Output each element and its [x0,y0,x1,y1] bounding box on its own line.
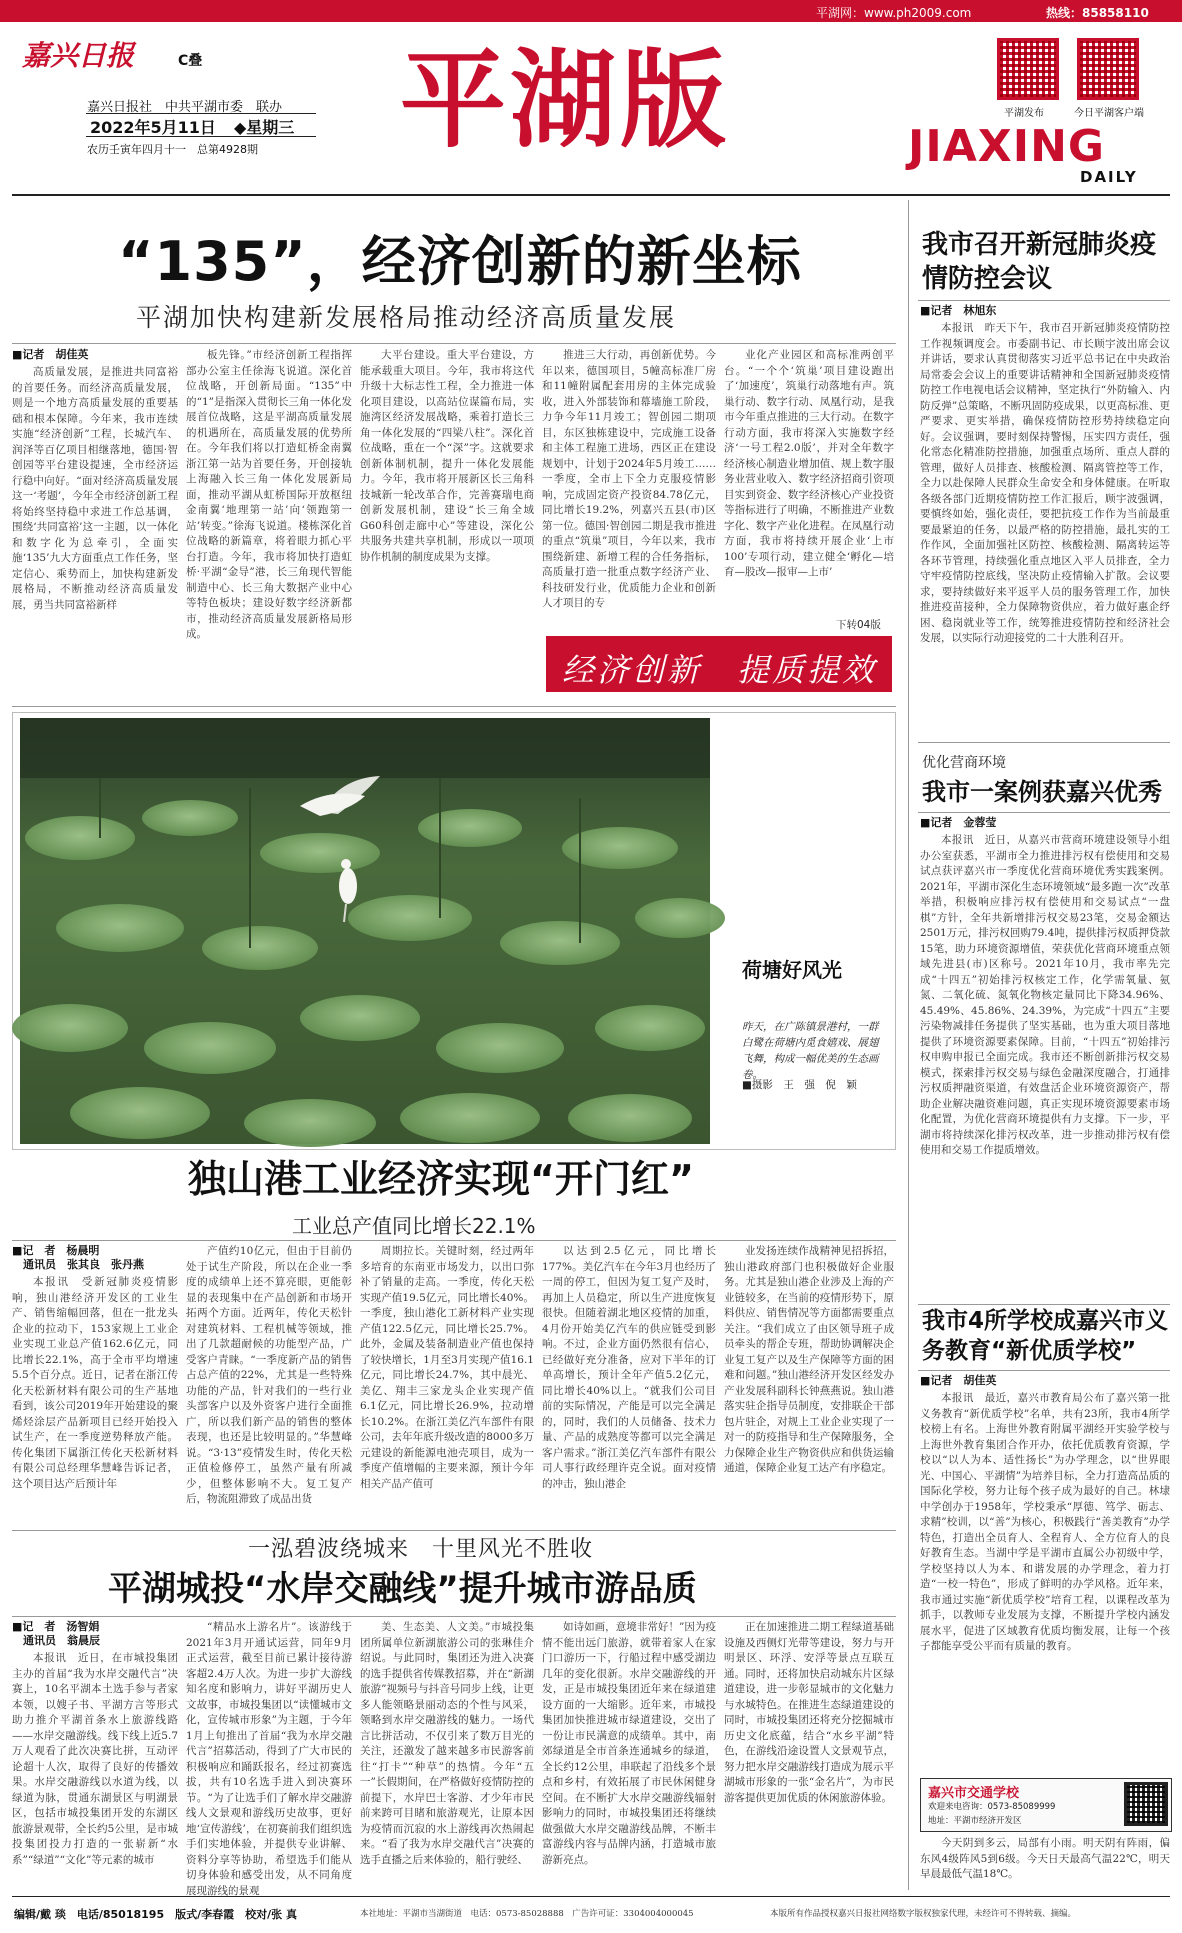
lead-text-1: 高质量发展，是推进共同富裕的首要任务。而经济高质量发展，则是一个地方高质量发展的重要基础和根本保障。今年来，我市连续实施“经济创新”工程，长城汽车、润泽等百亿项目相继落地，德国·智创园等平台建设提速，全市经济运行稳中向好。“面对经济高质量发展这一‘考题’，今年全市经济创新工程将始终坚持稳中求进工作总基调，围绕‘共同富裕’这一主题，以一体化和数字化为总牵引，全面实施‘135’九大方面重点工作任务，坚定信心、乘势而上，加快构建新发展格局，不断推动经济高质量发展，勇当共同富裕新样 [12,366,178,611]
story2-bottom-rule [12,1530,896,1531]
right3-body [920,1374,1170,1774]
qr1-label: 平湖发布 [1004,108,1044,119]
story2-column-3 [360,1244,534,1526]
lotus-pond-photo [20,718,710,1144]
website-url[interactable]: 平湖网：www.ph2009.com [816,6,972,20]
school-advert-line2: 地址：平湖市经济开发区 [928,1816,1022,1826]
story3-rule [12,1616,896,1617]
lead-column-2 [186,348,352,702]
lead-bottom-rule [12,706,896,707]
story3-byline-correspondent: 通讯员 翁晨辰 [12,1634,100,1647]
right3-rule [918,1370,1170,1371]
story3-column-1 [12,1620,178,1890]
story2-text-1: 本报讯 受新冠肺炎疫情影响，独山港经济开发区的工业生产、销售缩幅回落，但在一批龙头企业的拉动下，153家规上工业企业实现工业总产值162.6亿元，同比增长22.1%，高于全市平均增速5.5个百分点。近日，记者在浙江传化天松新材料有限公司的生产基地看到，该公司2019年开始建设的聚烯烃涂层产品新项目已经开始投入试生产，在一季度逆势释放产能。传化集团下属浙江传化天松新材料有限公司总经理华慧峰告诉记者，这个项目达产后预计年 [12,1276,178,1490]
school-advert-line1: 欢迎来电咨询：0573-85089999 [928,1802,1056,1812]
story3-column-5 [724,1620,894,1890]
issue-weekday: ◆星期三 [234,118,295,137]
lead-column-1 [12,348,178,702]
footer-printer: 本社地址：平湖市当湖街道 电话：0573-85028888 广告许可证：3304004000045 [360,1909,694,1919]
right2-headline: 我市一案例获嘉兴优秀 [922,778,1162,806]
daily-wordmark: DAILY [1080,168,1138,186]
lead-text-4: 推进三大行动，再创新优势。今年以来，德国项目，5幢高标准厂房和11幢附属配套用房的主体完成验收，进入外部装饰和幕墙施工阶段，力争今年11月竣工；智创园二期项目，东区独栋建设中，完成施工设备和主体工程施工进场，西区正在建设规划中，计划于2024年5月竣工……一季度，全市上下全力克服疫情影响，完成固定资产投资84.78亿元，同比增长19.2%，列嘉兴五县(市)区第一位。德国·智创园二期是我市推进的重点“筑巢”项目，今年以来，我市围绕新建、新增工程的合任务指标，高质量打造一批重点数字经济产业、科技研发行业，优质能力企业和创新人才项目的专 [542,349,716,609]
photo-caption: 昨天，在广陈镇景港村，一群白鹭在荷塘内觅食嬉戏、展翅飞舞，构成一幅优美的生态画卷。 [742,1021,879,1081]
weather-box [920,1836,1170,1890]
story2-column-2 [186,1244,352,1526]
right1-rule [918,300,1170,301]
story3-text-3: 美、生态美、人文美。”市城投集团所属单位新湖旅游公司的张琳佳介绍说。与此同时，集团还为进入决赛的选手提供省传媒教招募，并在“新湖旅游”视频号与抖音号同步上线，让更多人能领略景丽动态的个性与风采，领略到水岸交融游线的魅力。一场代言比拼活动，不仅引来了数万目光的关注，还激发了越来越多市民游客前往“打卡”“种草”的热情。今年“五一”长假期间，在严格做好疫情防控的前提下，水岸巴士客游、才少年市民前来跨可目睹和旅游观光，让原本因为疫情而沉寂的水上游线再次热闹起来。“看了我为水岸交融代言”决赛的选手直播之后来体验的，船行驶经、 [360,1621,534,1866]
lead-byline: ■记者 胡佳英 [12,348,89,361]
right2-bottom-rule [918,1304,1170,1305]
right1-byline: ■记者 林旭东 [920,304,997,317]
section-title: 平湖版 [400,37,730,162]
story3-kicker: 一泓碧波绕城来 十里风光不胜收 [248,1537,594,1562]
right1-text: 本报讯 昨天下午，我市召开新冠肺炎疫情防控工作视频调度会。市委副书记、市长顾宇波出席会议并讲话，要求认真贯彻落实习近平总书记在中央政治局常委会会议上的重要讲话精神和全国新冠肺炎疫情防控工作电视电话会议精神，坚定执行“外防输入、内防反弹”总策略，不断巩固防疫成果，以更高标准、更严要求、更实举措，确保疫情防控形势持续稳定向好。会议强调，要时刻保持警惕，压实四方责任，强化常态化精准防控措施，加强重点场所、重点人群的管理，做好人员排查、核酸检测、隔离管控等工作，全力以赴保障人民群众生命安全和身体健康。在听取各级各部门近期疫情防控工作汇报后，顾宇波强调，要慎终如始，强化责任，要把抗疫工作作为当前最重要最紧迫的任务，以最严格的防控措施，最扎实的工作作风，全面加强社区防控、核酸检测、隔离转运等各环节管理，持续强化重点地区入平人员排查，全力守牢疫情防控底线，坚决防止疫情输入扩散。会议要求，要持续做好来平返平人员的服务管理工作，加快推进疫苗接种，全力保障物资供应，着力做好惠企纾困、稳岗就业等工作，统筹推进疫情防控和经济社会发展，以实际行动迎接党的二十大胜利召开。 [920,322,1170,644]
right-column-divider [908,200,909,1890]
story2-rule [12,1240,896,1241]
right2-byline: ■记者 金蓉莹 [920,816,997,829]
school-advert-title: 嘉兴市交通学校 [928,1786,1020,1801]
footer-rule [12,1896,1170,1897]
right2-text: 本报讯 近日，从嘉兴市营商环境建设领导小组办公室获悉，平湖市全力推进排污权有偿使用和交易试点获评嘉兴市一季度优化营商环境优秀实践案例。2021年，平湖市深化生态环境领域“最多跑一次”改革举措，积极响应排污权有偿使用和交易试点“一盘棋”方针，全年共新增排污权交易23笔，交易金额达2501万元，排污权回购79.4吨，提供排污权质押贷款15笔，助力环境资源增值，荣获优化营商环境重点领域先进县(市)区称号。2021年10月，我市率先完成“十四五”初始排污权核定工作，化学需氧量、氨氮、二氧化硫、氮氧化物核定量同比下降34.96%、45.49%、45.86%、24.39%，为完成“十四五”主要污染物减排任务提供了坚实基础，也为重大项目落地提供了环境资源要素保障。目前，“十四五”初始排污权申购申报已全面完成。我市还不断创新排污权交易模式，探索排污权交易与绿色金融深度融合，打通排污权质押融资渠道，有效盘活企业环境资源资产，帮助企业解决融资难问题，真正实现环境资源要素市场化配置，为优化营商环境提供有力支撑。下一步，平湖市将持续深化排污权改革，进一步推动排污权有偿使用和交易工作提质增效。 [920,834,1170,1156]
qr-code-pinghu-release[interactable] [997,38,1059,100]
right3-headline: 我市4所学校成嘉兴市义务教育“新优质学校” [922,1308,1169,1364]
lead-text-3: 大平台建设。重大平台建设，方能承载重大项目。今年，我市将这代升级十大标志性工程，全力推进一体化项目建设，以高站位谋篇布局，实施湾区经济发展战略，乘着打造长三角一体化发展的“四梁八柱”。深化首位战略，重在一个“深”字。这就要求创新体制机制，提升一体化发展能力。今年，我市将开展新区长三角科技城新一轮改革合作，完善赛瑞电商创新发展机制，建设“长三角全域G60科创走廊中心”等建设，深化公共服务共建共享机制，形成以一项项协作机制的制度成果为支撑。 [360,349,534,563]
publisher-line: 嘉兴日报社 中共平湖市委 联办 [87,100,283,115]
story2-subtitle: 工业总产值同比增长22.1% [292,1214,536,1238]
story2-text-2: 产值约10亿元，但由于目前仍处于试生产阶段，所以在企业一季度的成绩单上还不算亮眼，更能彰显的表现集中在产品创新和市场开拓两个方面。近两年，传化天松针对建筑材料、工程机械等领域，推出了几款超耐候的功能型产品，广受客户青睐。“一季度新产品的销售占总产值的22%，尤其是一些特殊功能的产品，针对我们的一些行业头部客户以及外资客户进行全面推广，所以我们新产品的销售的整体表现，也还是比较明显的。”华慧峰说。“3·13”疫情发生时，传化天松正值检修停工，虽然产量有所减少，但整体影响不大。复工复产后，物流阻滞致了成品出货 [186,1245,352,1505]
story3-headline: 平湖城投“水岸交融线”提升城市游品质 [108,1569,697,1609]
masthead-rule [12,194,1170,196]
lead-column-4 [542,348,716,638]
story3-text-2: “精品水上游名片”。该游线于2021年3月开通试运营，同年9月正式运营，截至目前已累计接待游客超2.4万人次。为进一步扩大游线知名度和影响力，讲好平湖历史人文故事，市城投集团以“读懂城市文化，宣传城市形象”为主题，于今年1月上旬推出了首届“我为水岸交融代言”招募活动，得到了广大市民的积极响应和踊跃报名，经过初赛选拔，共有10名选手进入到决赛环节。“为了让选手们了解水岸交融游线人文景观和游线历史故事，更好地‘宣传游线’，在初赛前我们组织选手们实地体验，并提供专业讲解、资料分享等协助，希望选手们能从切身体验和感受出发，从不同角度展现游线的景观 [186,1621,352,1897]
story2-text-5: 业发扬连续作战精神见招拆招，独山港政府部门也积极做好企业服务。尤其是独山港企业涉及上海的产业链较多，在当前的疫情形势下，原料供应、销售情况等方面都需要重点关注。“我们成立了由区领导班子成员牵头的帮企专班，帮助协调解决企业复工复产以及生产保障等方面的困难和问题。”独山港经济开发区经发办产业发展科副科长钟燕燕说。独山港落实驻企指导员制度，安排联企干部包片驻企，对规上工业企业实现了一对一的防疫指导和生产保障服务，全力保障企业生产物资供应和供货运输通道，保障企业复工达产有序稳定。 [724,1245,894,1474]
lead-text-5: 业化产业园区和高标准两创平台。“一个个‘筑巢’项目建设跑出了‘加速度’，筑巢行动落地有声。筑巢行动、数字行动、凤凰行动，是我市今年重点推进的三大行动。在数字行动方面，我市将深入实施数字经济‘一号工程2.0版’，并对全年数字经济核心制造业增加值、规上数字服务业营业收入、数字经济招商引资项目实到资金、数字经济核心产业投资等指标进行了明确，不断推进产业数字化、数字产业化进程。在凤凰行动方面，我市将持续开展企业‘上市100’专项行动，建立健全‘孵化—培育—股改—报审—上市’ [724,349,894,578]
photo-title: 荷塘好风光 [742,958,842,982]
hotline: 热线：85858110 [1046,6,1149,20]
story3-text-1: 本报讯 近日，在市城投集团主办的首届“我为水岸交融代言”决赛上，10名平湖本土选手参与者家本领，以嫂子书、平湖方言等形式助力推介平湖首条水上旅游线路——水岸交融游线。线下线上近5.7万人观看了此次决赛比拼，互动评论超十人次，取得了良好的传播效果。水岸交融游线以水道为线，以绿道为脉，贯通东湖景区与明湖景区，包括市城投集团开发的东湖区旅游景观带，全长约5公里，是市城投集团投力打造的一张崭新“水系”“绿道”“文化”等元素的城市 [12,1652,178,1866]
right2-rule [918,812,1170,813]
lead-headline: “135”，经济创新的新坐标 [118,230,802,293]
section-mark: C叠 [178,53,203,69]
footer-copyright: 本版所有作品授权嘉兴日报社网络数字版权独家代理，未经许可不得转载、摘编。 [770,1909,1077,1919]
right1-bottom-rule [918,742,1170,743]
story3-column-3 [360,1620,534,1890]
right3-text: 本报讯 最近，嘉兴市教育局公布了嘉兴第一批义务教育“新优质学校”名单，共有23所，我市4所学校榜上有名。上海世外教育附属平湖经开实验学校与上海世外教育集团合作开办，依托优质教育资源，学校以“以人为本、适性扬长”为办学理念，以“世界眼光、中国心、平湖情”为培养目标，全力打造高品质的国际化学校，努力让每个孩子成为最好的自己。林埭中学创办于1958年，学校秉承“厚德、笃学、砺志、求精”校训，以“善”为核心，积极践行“善美教育”办学特色，打造出全员育人、全程育人、全方位育人的良好教育生态。当湖中学是平湖市直属公办初级中学，学校坚持以人为本、和谐发展的办学理念，着力打造“一校一特色”，形成了鲜明的办学风格。近年来，我市通过实施“新优质学校”培育工程，以课程改革为抓手，以教师专业发展为支撑，不断提升学校内涵发展水平，促进了区域教育优质均衡发展，让每一个孩子都能享受公平而有质量的教育。 [920,1392,1170,1652]
story2-byline-correspondent: 通讯员 张其良 张丹燕 [12,1258,144,1271]
footer-editors: 编辑/戴 琰 电话/85018195 版式/李春霞 校对/张 真 [14,1908,297,1921]
lead-banner-text: 经济创新 提质提效 [562,651,878,689]
lead-subtitle: 平湖加快构建新发展格局推动经济高质量发展 [136,303,677,332]
newspaper-logo: 嘉兴日报 [22,39,135,72]
jiaxing-wordmark: JIAXING [908,121,1106,172]
continued-note[interactable]: 下转04版 [836,619,881,631]
weather-text: 今天阴到多云，局部有小雨。明天阴有阵雨，偏东风4级阵风5到6级。今天日天最高气温22℃，明天早晨最低气温18℃。 [920,1837,1170,1880]
issue-date: 2022年5月11日 [90,118,216,137]
photo-credit: ■摄影 王 强 倪 颖 [742,1079,857,1091]
right1-body [920,304,1170,736]
qr-code-today-pinghu[interactable] [1077,38,1139,100]
story3-column-4 [542,1620,716,1890]
lead-rule [12,343,896,344]
top-strip [0,0,1182,22]
lead-column-3 [360,348,534,702]
right1-headline: 我市召开新冠肺炎疫情防控会议 [922,230,1157,294]
story2-byline-reporter: ■记 者 杨晨明 [12,1244,100,1257]
story3-text-5: 正在加速推进二期工程绿道基础设施及西侧灯光带等建设，努力与开明景区、环浮、安浮等景点互联互通。同时，还将加快启动城东片区绿道建设，进一步彰显城市的文化魅力与水城特色。在推进生态绿道建设的同时，市城投集团还将充分挖掘城市历史文化底蕴，结合“水乡平湖”特色，在游线沿途设置人文景观节点，努力把水岸交融游线打造成为展示平湖城市形象的一张“金名片”，为市民游客提供更加优质的休闲旅游体验。 [724,1621,894,1804]
lead-text-2: 板先锋。”市经济创新工程指挥部办公室主任徐海飞说道。深化首位战略，开创新局面。“135”中的“1”是指深入贯彻长三角一体化发展首位战略，这是平湖高质量发展的机遇所在，高质量发展的优势所在。今年我们将以打造虹桥金南翼浙江第一站为首要任务，开创接轨上海融入长三角一体化发展新局面，推动平湖从虹桥国际开放枢纽金南翼‘地理第一站’向‘领跑第一站’转变。”徐海飞说道。楼栋深化首位战略的新篇章，将着眼力抓心平台打造。今年，我市将加快打造虹桥·平湖“金导”港，长三角现代智能制造中心、长三角大数据产业中心等特色板块；建设好数字经济新都市，推动经济高质量发展新格局形成。 [186,349,352,640]
school-advert-qr[interactable] [1124,1782,1168,1826]
right2-kicker: 优化营商环境 [922,755,1006,771]
lead-column-5 [724,348,894,614]
story2-column-1 [12,1244,178,1526]
story2-text-3: 周期拉长。关键时刻，经过两年多培育的东南亚市场发力，以出口弥补了销量的走高。一季度，传化天松实现产值19.5亿元，同比增长40%。一季度，独山港化工新材料产业实现产值122.5亿元，同比增长25.7%。此外，金属及装备制造业产值也保持了较快增长，1月至3月实现产值16.1亿元，同比增长24.7%，其中晨光、美亿、翔丰三家龙头企业实现产值6.1亿元，同比增长26.9%，拉动增长10.2%。在浙江美亿汽车部件有限公司，去年年底升级改造的8000多万元建设的新能源电池壳项目，成为一季度产值增幅的主要来源，预计今年相关产品产值可 [360,1245,534,1490]
story3-byline-reporter: ■记 者 汤智娟 [12,1620,100,1633]
right2-body [920,816,1170,1300]
qr2-label: 今日平湖客户端 [1074,108,1144,119]
right3-byline: ■记者 胡佳英 [920,1374,997,1387]
lunar-date: 农历壬寅年四月十一 总第4928期 [87,143,258,156]
story2-column-5 [724,1244,894,1526]
story2-text-4: 以达到2.5亿元，同比增长177%。美亿汽车在今年3月也经历了一周的停工，但因为复工复产及时，再加上人员稳定，所以生产进度恢复很快。但随着湖北地区疫情的加重，4月份开始美亿汽车的供应链受到影响。不过，企业方面仍然很有信心，已经做好充分准备，应对下半年的订单高增长，预计全年产值5.2亿元，同比增长40%以上。“就我们公司目前的实际情况，产能是可以完全满足的，同时，我们的人员储备、技术力量、产品的成熟度等都可以完全满足客户需求。”浙江美亿汽车部件有限公司人事行政经理许克全说。面对疫情的冲击，独山港企 [542,1245,716,1490]
story2-headline: 独山港工业经济实现“开门红” [188,1157,694,1201]
story3-column-2 [186,1620,352,1897]
story2-column-4 [542,1244,716,1526]
story3-text-4: 如诗如画，意境非常好！”因为疫情不能出远门旅游，就带着家人在家门口游历一下，行船过程中感受湖边几年的变化很新。水岸交融游线的开发，正是市城投集团近年来在绿道建设方面的一大缩影。近年来，市城投集团加快推进城市绿道建设，交出了一份让市民满意的成绩单。其中，南郊绿道是全市首条连通城乡的绿道，全长约12公里，串联起了沿线多个景点和乡村，有效拓展了市民休闲健身空间。在不断扩大水岸交融游线辐射影响力的同时，市城投集团还将继续做强做大水岸交融游线品牌，不断丰富游线内容与品牌内涵，打造城市旅游新亮点。 [542,1621,716,1866]
